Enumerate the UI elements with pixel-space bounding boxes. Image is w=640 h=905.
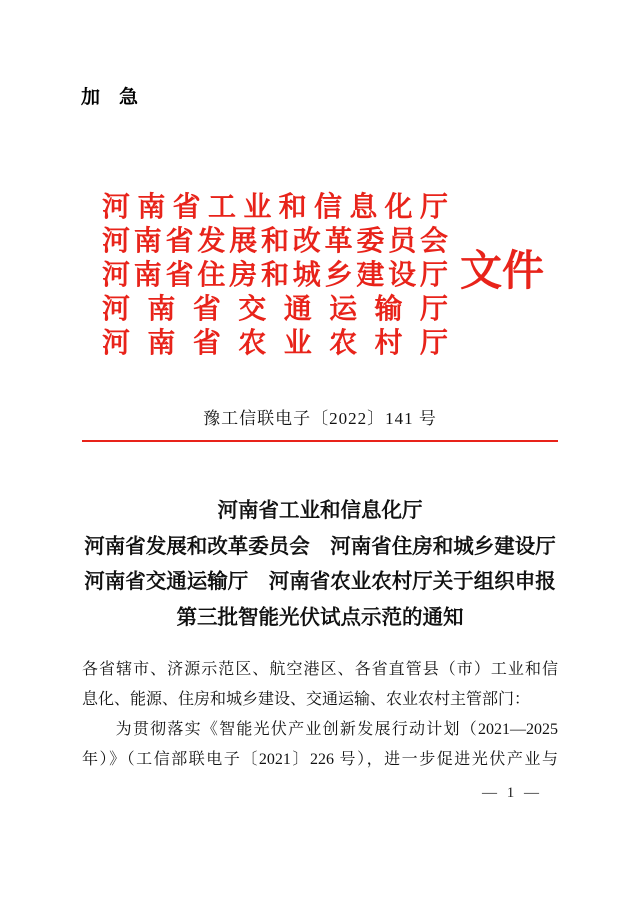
- urgency-label: 加 急: [81, 87, 139, 108]
- issuer-line-5: 河南省农业农村厅: [102, 328, 448, 359]
- body-line-salutation-1: 各省辖市、济源示范区、航空港区、各省直管县（市）工业和信: [82, 661, 558, 678]
- page-number: — 1 —: [482, 785, 542, 801]
- doc-type-label: 文件: [460, 249, 545, 295]
- title-line-3: 河南省交通运输厅 河南省农业农村厅关于组织申报: [84, 571, 556, 593]
- issuer-line-4: 河南省交通运输厅: [102, 294, 448, 325]
- title-line-1: 河南省工业和信息化厅: [217, 500, 423, 522]
- issuer-line-2: 河南省发展和改革委员会: [102, 226, 448, 257]
- issuer-line-3: 河南省住房和城乡建设厅: [102, 260, 448, 291]
- body-line-paragraph-1: 为贯彻落实《智能光伏产业创新发展行动计划（2021—2025: [115, 721, 558, 738]
- issuer-line-1: 河南省工业和信息化厅: [102, 192, 448, 223]
- letterhead-issuers: [102, 191, 448, 361]
- body-line-paragraph-2: 年）》（工信部联电子〔2021〕226 号），进一步促进光伏产业与: [82, 751, 558, 768]
- title-line-4: 第三批智能光伏试点示范的通知: [176, 606, 464, 629]
- document-title: [0, 494, 640, 636]
- title-line-2: 河南省发展和改革委员会 河南省住房和城乡建设厅: [84, 535, 556, 558]
- letterhead-separator-rule: [82, 440, 558, 442]
- reference-number: 豫工信联电子〔2022〕141 号: [203, 409, 437, 428]
- body-line-salutation-2: 息化、能源、住房和城乡建设、交通运输、农业农村主管部门：: [82, 691, 531, 708]
- document-body: [82, 655, 558, 775]
